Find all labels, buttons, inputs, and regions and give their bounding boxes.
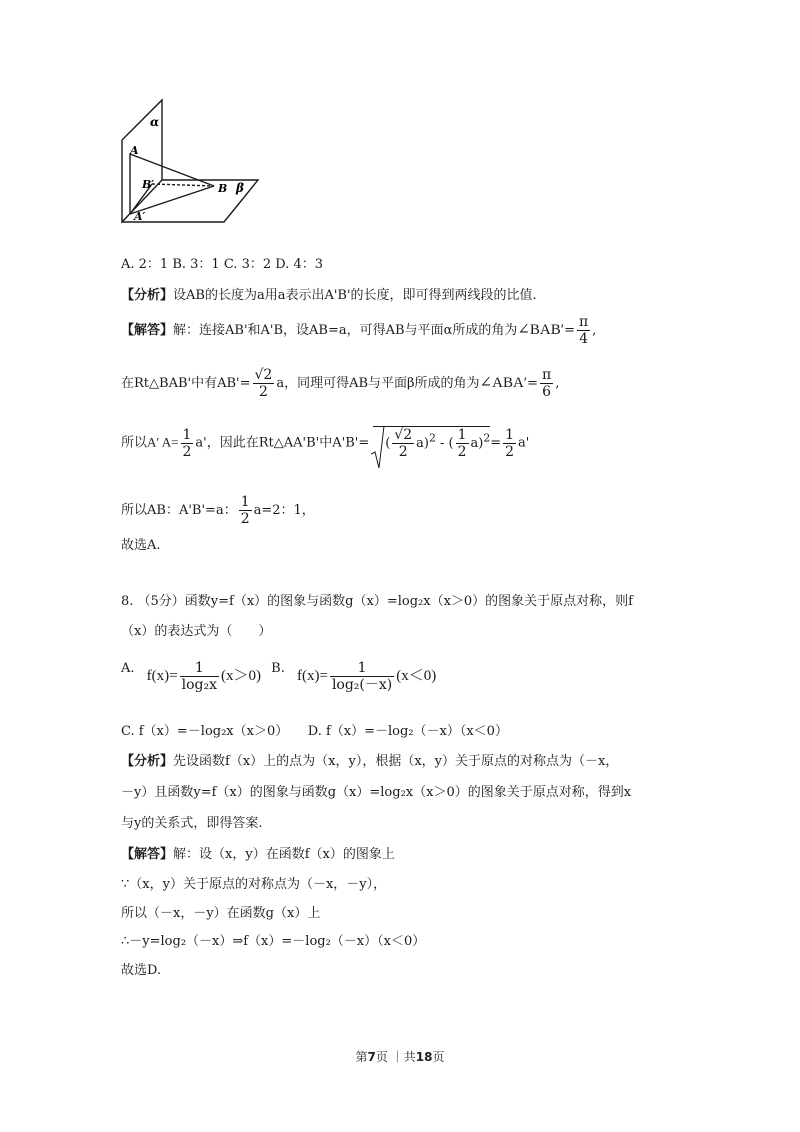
q8-options-ab [121, 660, 436, 693]
fraction-numerator: 1 [182, 426, 192, 443]
fraction [577, 314, 590, 347]
equals: = [527, 376, 538, 391]
solution-tag: 【解答】 [121, 847, 174, 862]
exponent: 2 [428, 431, 436, 445]
solution-text: a： [215, 503, 237, 518]
footer-total-pages: 18 [415, 1050, 433, 1064]
fraction-numerator: 1 [194, 660, 204, 676]
q7-solution-line-2: 在Rt△BAB'中有AB'= $\frac{√2}{2}$ a，同理可得AB与平面β所成的角为∠ABA′= $\frac{\pi}{6}$ , [121, 367, 560, 400]
geometry-figure [118, 96, 260, 228]
fraction-numerator: π [578, 314, 589, 330]
q7-analysis [121, 287, 537, 305]
figure-label-a-prime: A′ [134, 210, 146, 223]
q8-solution-line-2: ∵（x，y）关于原点的对称点为（－x，－y）， [121, 877, 387, 892]
solution-tag: 【解答】 [121, 323, 174, 338]
q7-conclusion: 故选A. [121, 538, 161, 553]
fraction-denominator: 2 [253, 383, 275, 400]
option-b-condition: (x＜0) [396, 668, 437, 684]
fraction-numerator: √2 [254, 367, 273, 383]
fraction-denominator: 2 [505, 443, 515, 460]
fraction-numerator: 1 [457, 427, 467, 443]
solution-text: 所以AB：A'B'= [121, 503, 216, 518]
figure-label-alpha: α [150, 115, 160, 129]
fraction-denominator: log₂x [181, 677, 218, 693]
fraction [540, 367, 553, 400]
figure-label-a: A [130, 144, 139, 157]
solution-text: a，同理可得AB与平面β所成的角为 [276, 376, 480, 391]
option-a-lhs: f(x)= [146, 668, 178, 684]
fraction [181, 427, 194, 460]
option-a-label: A. [121, 661, 135, 676]
q8-conclusion: 故选D. [121, 963, 162, 978]
solution-text: 解：连接AB'和A'B，设AB=a，可得AB与平面α所成的角为 [173, 323, 518, 338]
analysis-tag: 【分析】 [121, 754, 174, 769]
q7-solution-line-3 [121, 426, 529, 460]
option-a-condition: (x＞0) [221, 668, 262, 684]
q8-stem-line-2: （x）的表达式为（ ） [121, 624, 272, 639]
figure-label-b: B [218, 182, 228, 195]
minus: - ( [435, 436, 454, 451]
fraction-denominator: log₂(－x) [331, 677, 393, 693]
exponent: 2 [483, 431, 491, 445]
angle: ∠BAB′ [517, 322, 565, 338]
analysis-text: 先设函数f（x）上的点为（x，y），根据（x，y）关于原点的对称点为（－x， [173, 754, 619, 769]
analysis-tag: 【分析】 [121, 288, 174, 303]
fraction [456, 427, 469, 460]
option-a-fraction [180, 660, 219, 693]
footer-page-number: 7 [367, 1050, 376, 1064]
equals: = [490, 435, 502, 451]
q8-analysis-line-1 [121, 753, 618, 771]
square-root [373, 426, 490, 460]
solution-text: a'，因此在Rt△AA'B'中A'B'= [195, 435, 370, 451]
fraction-numerator: 1 [357, 660, 367, 676]
solution-text: a=2：1， [253, 503, 315, 518]
fraction-numerator: π [541, 367, 552, 383]
fraction [392, 427, 414, 460]
footer-page-suffix: 页 [375, 1050, 388, 1064]
fraction-numerator: 1 [240, 494, 250, 510]
q8-solution-line-3: 所以（－x，－y）在函数g（x）上 [121, 906, 321, 921]
angle: ∠ABA′ [479, 375, 528, 391]
page-footer [0, 1048, 800, 1065]
q7-solution-line-4 [121, 494, 315, 527]
fraction-denominator: 2 [240, 511, 250, 527]
q8-solution-line-1 [121, 846, 395, 864]
analysis-text: 设AB的长度为a用a表示出A'B'的长度，即可得到两线段的比值. [173, 288, 537, 303]
solution-text: 解：设（x，y）在函数f（x）的图象上 [173, 847, 395, 862]
segment: A′ A= [147, 434, 179, 450]
fraction-numerator: 1 [505, 426, 515, 443]
q7-solution-line-1: 【解答】解：连接AB'和A'B，设AB=a，可得AB与平面α所成的角为∠BAB′= $\frac{\pi}{4}$ , [121, 314, 597, 347]
fraction-denominator: 2 [182, 443, 192, 460]
q8-stem-line-1: 8. （5分）函数y=f（x）的图象与函数g（x）=log₂x（x＞0）的图象关于原点对称，则f [121, 594, 633, 609]
solution-text: a' [518, 435, 530, 451]
option-b-fraction [330, 660, 394, 693]
fraction [503, 427, 516, 460]
figure-label-b-prime: B′ [142, 178, 155, 191]
option-b-lhs: f(x)= [296, 668, 328, 684]
footer-separator: ｜共 [391, 1050, 416, 1064]
paren: ( [385, 436, 391, 451]
figure-label-beta: β [236, 181, 244, 195]
solution-text: 所以 [121, 435, 148, 451]
fraction-numerator: √2 [394, 427, 413, 443]
fraction [253, 367, 275, 400]
fraction-denominator: 2 [457, 444, 467, 460]
paren: a) [470, 436, 484, 451]
q8-analysis-line-2: －y）且函数y=f（x）的图象与函数g（x）=log₂x（x＞0）的图象关于原点对称，得到x [121, 785, 632, 800]
fraction-denominator: 2 [392, 443, 414, 460]
q7-options: A. 2：1 B. 3：1 C. 3：2 D. 4：3 [121, 257, 324, 272]
radical-sign-icon [371, 426, 385, 470]
equals: = [564, 323, 575, 338]
paren: a) [416, 436, 429, 451]
option-b-label: B. [271, 661, 285, 676]
footer-page-prefix: 第 [355, 1050, 368, 1064]
fraction [239, 494, 252, 527]
footer-total-suffix: 页 [432, 1050, 445, 1064]
q8-analysis-line-3: 与y的关系式，即得答案. [121, 816, 263, 831]
q8-options-cd: C. f（x）=－log₂x（x＞0） D. f（x）=－log₂（－x）（x＜0） [121, 724, 508, 739]
solution-text: 在Rt△BAB'中有AB'= [121, 376, 251, 391]
q8-solution-line-4: ∴－y=log₂（－x）⇒f（x）=－log₂（－x）（x＜0） [121, 934, 426, 949]
fraction-denominator: 4 [577, 330, 590, 347]
fraction-denominator: 6 [540, 383, 553, 400]
